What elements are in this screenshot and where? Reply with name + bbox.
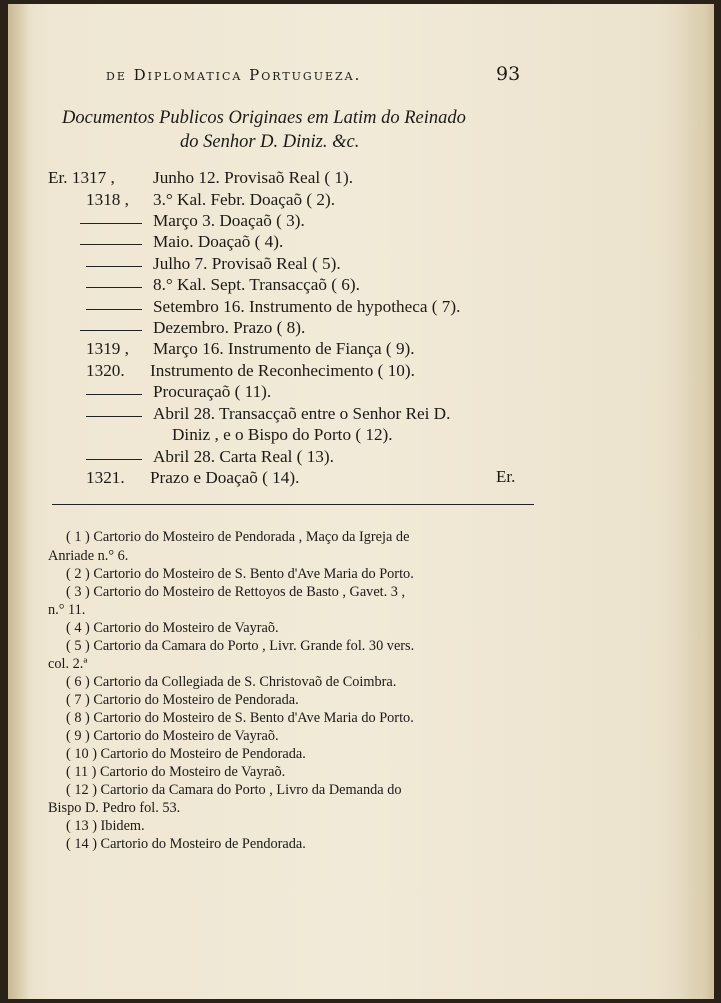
footnote-line: ( 2 ) Cartorio do Mosteiro de S. Bento d'Ave Maria do Porto. [66, 566, 414, 582]
ditto-dash [86, 266, 142, 267]
footnote-line: Bispo D. Pedro fol. 53. [48, 800, 181, 816]
ditto-dash [86, 309, 142, 310]
entry-text: Junho 12. Provisaõ Real ( 1). [153, 168, 354, 187]
entry-text: Março 3. Doaçaõ ( 3). [153, 211, 305, 230]
entry-prefix: 1318 , [86, 190, 129, 209]
footnote-line: ( 5 ) Cartorio da Camara do Porto , Livr. Grande fol. 30 vers. [66, 638, 415, 654]
footnote-line: ( 8 ) Cartorio do Mosteiro de S. Bento d'Ave Maria do Porto. [66, 710, 414, 726]
footnote-line: n.° 11. [48, 602, 86, 618]
footnote-line: Anriade n.° 6. [48, 548, 129, 564]
section-title-line-2: do Senhor D. Diniz. &c. [180, 132, 360, 152]
ditto-dash [86, 459, 142, 460]
entry-text: 8.° Kal. Sept. Transacçaõ ( 6). [153, 275, 360, 294]
page-edge-shadow [680, 4, 714, 999]
ditto-dash [86, 287, 142, 288]
footnote-line: ( 3 ) Cartorio do Mosteiro de Rettoyos de Basto , Gavet. 3 , [66, 584, 406, 600]
footnote-line: ( 11 ) Cartorio do Mosteiro de Vayraõ. [66, 764, 286, 780]
entry-prefix: Er. 1317 , [48, 168, 115, 187]
entry-text: Abril 28. Carta Real ( 13). [153, 447, 334, 466]
entry-text: Março 16. Instrumento de Fiança ( 9). [153, 339, 415, 358]
footnote-rule [52, 504, 534, 505]
section-title-line-1: Documentos Publicos Originaes em Latim do Reinado [62, 108, 466, 128]
book-page [8, 4, 714, 999]
entry-text: Setembro 16. Instrumento de hypotheca ( 7). [153, 297, 461, 316]
entry-text: Procuraçaõ ( 11). [153, 382, 272, 401]
entry-text: Abril 28. Transacçaõ entre o Senhor Rei D. [153, 404, 451, 423]
entry-prefix: 1319 , [86, 339, 129, 358]
footnote-line: ( 4 ) Cartorio do Mosteiro de Vayraõ. [66, 620, 279, 636]
ditto-dash [86, 394, 142, 395]
footnote-line: col. 2.ª [48, 656, 88, 672]
entry-text: Maio. Doaçaõ ( 4). [153, 232, 284, 251]
entry-prefix: 1320. [86, 361, 125, 380]
footnote-line: ( 12 ) Cartorio da Camara do Porto , Livro da Demanda do [66, 782, 402, 798]
footnote-line: ( 13 ) Ibidem. [66, 818, 145, 834]
entry-text: 3.° Kal. Febr. Doaçaõ ( 2). [153, 190, 336, 209]
footnote-line: ( 14 ) Cartorio do Mosteiro de Pendorada. [66, 836, 306, 852]
entry-text: Julho 7. Provisaõ Real ( 5). [153, 254, 341, 273]
footnote-line: ( 10 ) Cartorio do Mosteiro de Pendorada. [66, 746, 306, 762]
ditto-dash [80, 223, 142, 224]
ditto-dash [80, 330, 142, 331]
footnote-line: ( 9 ) Cartorio do Mosteiro de Vayraõ. [66, 728, 279, 744]
entry-text: Instrumento de Reconhecimento ( 10). [150, 361, 415, 380]
footnote-line: ( 7 ) Cartorio do Mosteiro de Pendorada. [66, 692, 299, 708]
ditto-dash [86, 416, 142, 417]
running-title: de Diplomatica Portugueza. [106, 66, 362, 84]
page-number: 93 [496, 63, 521, 85]
entry-text: Dezembro. Prazo ( 8). [153, 318, 306, 337]
entry-prefix: 1321. [86, 468, 125, 487]
ditto-dash [80, 244, 142, 245]
entry-text: Prazo e Doaçaõ ( 14). [150, 468, 300, 487]
footnote-line: ( 1 ) Cartorio do Mosteiro de Pendorada , Maço da Igreja de [66, 529, 410, 545]
page-gutter-shadow [8, 4, 30, 999]
entry-text-continued: Diniz , e o Bispo do Porto ( 12). [172, 425, 393, 444]
footnote-line: ( 6 ) Cartorio da Collegiada de S. Christovaõ de Coimbra. [66, 674, 397, 690]
catchword: Er. [496, 467, 516, 486]
